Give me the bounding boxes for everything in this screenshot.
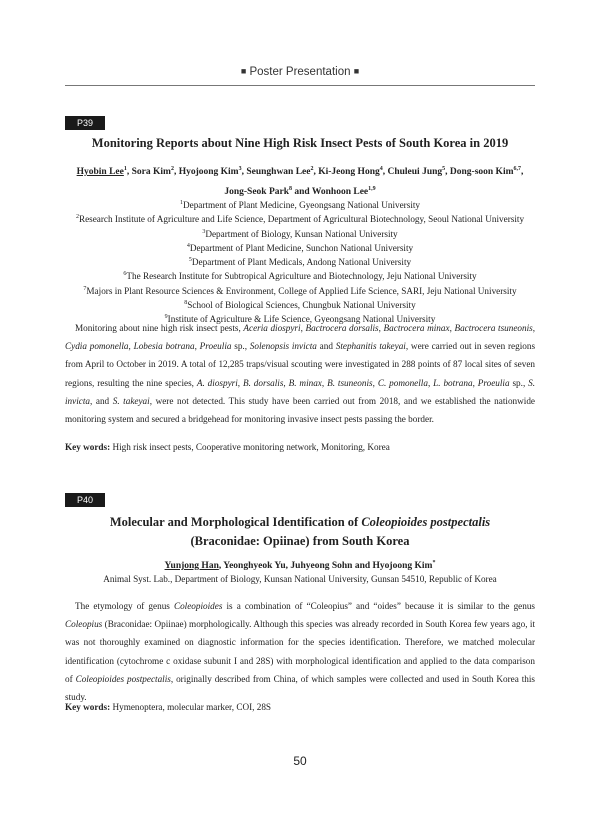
p39-title: Monitoring Reports about Nine High Risk Insect Pests of South Korea in 2019 [91,136,509,150]
affiliation-line [65,211,535,225]
affiliation-line [65,240,535,254]
author-name: Hyojoong Kim [372,561,433,572]
author-name: Seunghwan Lee [246,167,311,178]
section-header [0,66,600,78]
affiliation-sup: 8 [184,299,188,306]
species-name: Bactrocera tsuneonis [454,323,533,333]
affiliation-sup: 5 [188,257,192,264]
author-name: Chuleui Jung [387,167,443,178]
species-name: S. takeyai, [112,395,153,406]
author-sup: 6,7 [513,166,521,172]
author-sup: 1,9 [368,186,376,193]
abstract-text: , [194,341,200,352]
abstract-text: Monitoring about nine high risk insect pests, [75,323,244,333]
author-sup: 3 [238,166,242,172]
species-name: S. invicta [65,377,536,406]
author-sup: 2 [310,166,314,172]
poster-tag-p39: P39 [65,116,105,130]
p40-authors: Yunjong Han, Yeonghyeok Yu, Juhyeong Sohn and Hyojoong Kim* [164,560,436,572]
p40-abstract [65,597,535,706]
author-sup: 8 [289,186,293,193]
author-name: Sora Kim [131,167,171,178]
species-name: Cydia pomonella [65,341,129,352]
poster-tag-p40: P40 [65,493,105,507]
species-name: B. minax [288,377,322,388]
affiliation-text: Institute of Agriculture & Life Science, Gyeongsang National University [167,314,436,325]
affiliation-sup: 9 [164,314,168,321]
p39-affiliations [65,197,535,325]
abstract-text: , [532,323,536,333]
p39-abstract [65,319,535,428]
affiliation-sup: 1 [179,200,183,206]
p40-affiliation: Animal Syst. Lab., Department of Biology, Kunsan National University, Gunsan 54510, Republic of Korea [103,574,497,584]
species-name: Coleopioides [173,601,223,611]
abstract-text: sp., [509,377,529,388]
author-name: Dong-soon Kim [449,167,514,178]
abstract-text: , and [90,395,113,406]
page-number: 50 [293,754,307,768]
keywords-label: Key words: [65,442,111,452]
affiliation-line [65,254,535,268]
abstract-text: , [372,377,378,388]
author-name: Yeonghyeok Yu [223,561,286,572]
header-rule [65,85,535,86]
affiliation-line [65,283,535,297]
affiliation-sup: 7 [83,285,87,292]
author-name: Hyobin Lee [76,167,124,178]
square-bullet-icon: ■ [240,66,247,76]
species-name: Coleopius [65,619,103,630]
affiliation-text: Department of Plant Medicine, Sunchon National University [189,242,414,253]
species-name: B. dorsalis [243,377,284,388]
species-name: Lobesia botrana [133,341,195,352]
p40-title [65,513,535,551]
author-name: Jong-Seok Park [224,187,290,198]
affiliation-line [65,226,535,240]
abstract-text: sp., [231,341,250,352]
square-bullet-icon: ■ [353,66,360,76]
abstract-text: , [128,341,134,352]
abstract-text: , [237,377,243,388]
species-name: Stephanitis takeyai [335,341,406,352]
author-name: Wonhoon Lee [311,187,369,198]
affiliation-sup: 3 [202,228,206,235]
p40-title-line2: (Braconidae: Opiinae) from South Korea [190,534,410,548]
abstract-text: were not detected. This study have been carried out from 2018, and we established the nationwide monitoring system and secured a bridgehead for monitoring invasive insect pests passing the border. [65,395,536,425]
affiliation-text: Majors in Plant Resource Sciences & Environment, College of Applied Life Science, SARI, Jeju National University [86,285,517,296]
abstract-text: , [321,377,328,388]
abstract-text: is a combination of “Coleopius” and “oides” because it is similar to the genus [222,601,535,611]
species-name: Proeulia [199,341,232,352]
affiliation-line [65,268,535,282]
keywords-label: Key words: [65,702,111,712]
species-name: Bactrocera dorsalis [305,323,379,333]
species-name: Solenopsis invicta [249,341,317,352]
species-name: Proeulia [477,377,510,388]
abstract-text: , [427,377,434,388]
keywords-text: Hymenoptera, molecular marker, COI, 28S [112,702,272,712]
affiliation-text: Department of Plant Medicals, Andong National University [191,257,412,268]
abstract-text: and [316,341,336,352]
species-name: L. botrana [433,377,473,388]
author-name: Juhyeong Sohn [290,561,353,572]
p40-title-prefix: Molecular and Morphological Identification of [109,515,362,529]
section-header-title: Poster Presentation [249,66,351,78]
affiliation-sup: 6 [123,271,127,278]
abstract-text: , originally described from China, of which samples were collected and used in South Korea this study. [65,673,536,703]
affiliation-sup: 4 [186,242,190,249]
species-name: B. tsuneonis [327,377,373,388]
abstract-text: , [283,377,289,388]
abstract-text: , were carried out in seven regions from April to October in 2019. A total of 12,285 traps/visual scouting were investigated in 288 points of 87 local sites of seven regions, resulting the nine species, [65,341,536,388]
p40-keywords [65,702,535,712]
affiliation-text: Department of Biology, Kunsan National University [205,228,398,239]
affiliation-line [65,297,535,311]
keywords-text: High risk insect pests, Cooperative monitoring network, Monitoring, Korea [112,442,390,452]
species-name: Bactrocera minax [383,323,450,333]
author-sup: 4 [379,166,383,172]
affiliation-text: Research Institute of Agriculture and Life Science, Department of Agricultural Biotechnology, Seoul National University [78,214,525,225]
author-name: Ki-Jeong Hong [318,167,380,178]
affiliation-sup: 2 [75,214,79,221]
author-name: Hyojoong Kim [178,167,239,178]
affiliation-text: School of Biological Sciences, Chungbuk National University [187,299,416,310]
author-sup: 2 [170,166,174,172]
affiliation-text: The Research Institute for Subtropical Agriculture and Biotechnology, Jeju National University [126,271,477,282]
abstract-text: The etymology of genus [75,601,174,611]
author-sup: * [432,560,436,566]
abstract-text: , [300,323,306,333]
affiliation-text: Department of Plant Medicine, Gyeongsang National University [182,200,421,211]
species-name: C. pomonella [377,377,428,388]
abstract-text: , [472,377,478,388]
affiliation-line [65,197,535,211]
species-name: Aceria diospyri [243,323,301,333]
abstract-text: (Braconidae: Opiinae) morphologically. Although this species was already recorded in South Korea few years ago, it was not thoroughly examined on diagnostic information for the species identification. Therefore, we matched molecular identification (cytochrome c oxidase subunit I and 28S) with morphological identification and applied to the data comparison of [65,619,535,684]
abstract-text: , [449,323,455,333]
author-sup: 5 [442,166,446,172]
species-name: A. diospyri [196,377,238,388]
abstract-text: , [378,323,384,333]
species-name: Coleopioides postpectalis [75,673,171,684]
author-name: Yunjong Han [164,561,219,572]
p39-keywords [65,442,535,452]
author-sup: 1 [123,166,127,172]
p39-authors: Hyobin Lee$^1$, Sora Kim$^2$, Hyojoong Kim$^3$, Seunghwan Lee$^2$, Ki-Jeong Hong$^4$, Chuleui Jung$^5$, Dong-soon Kim$^{6,7}$, Jong-Seok Park$^8$ and Wonhoon Lee$^{1,9}$ [76,166,524,198]
p40-title-species: Coleopioides postpectalis [361,515,491,529]
